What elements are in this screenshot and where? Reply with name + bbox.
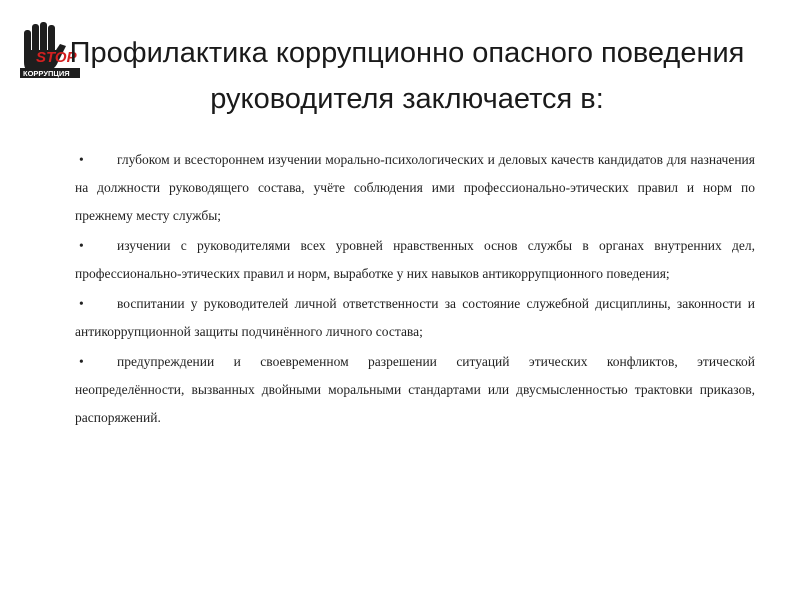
logo-stop-text: STOP: [36, 49, 77, 66]
bullet-dot: •: [79, 152, 84, 167]
list-item-text: изучении с руководителями всех уровней нравственных основ службы в органах внутренних дел, профессионально-этических правил и норм, выработке у них навыков антикоррупционного поведения;: [75, 238, 755, 281]
bullet-list: [75, 146, 755, 434]
list-item: [75, 146, 755, 230]
bullet-dot: •: [79, 354, 84, 369]
list-item-text: глубоком и всестороннем изучении морально-психологических и деловых качеств кандидатов для назначения на должности руководящего состава, учёте соблюдения ими профессионально-этических правил и норм по прежнему месту службы;: [75, 152, 755, 223]
list-item: [75, 232, 755, 288]
logo-sub-text: КОРРУПЦИЯ: [23, 69, 70, 78]
list-item-text: воспитании у руководителей личной ответственности за состояние служебной дисциплины, законности и антикоррупционной защиты подчинённого личного состава;: [75, 296, 755, 339]
list-item: [75, 348, 755, 432]
list-item-text: предупреждении и своевременном разрешении ситуаций этических конфликтов, этической неопределённости, вызванных двойными моральными стандартами или двусмысленностью трактовки приказов, распоряжений.: [75, 354, 755, 425]
bullet-dot: •: [79, 296, 84, 311]
bullet-dot: •: [79, 238, 84, 253]
slide-title: Профилактика коррупционно опасного поведения руководителя заключается в:: [69, 37, 745, 115]
list-item: [75, 290, 755, 346]
